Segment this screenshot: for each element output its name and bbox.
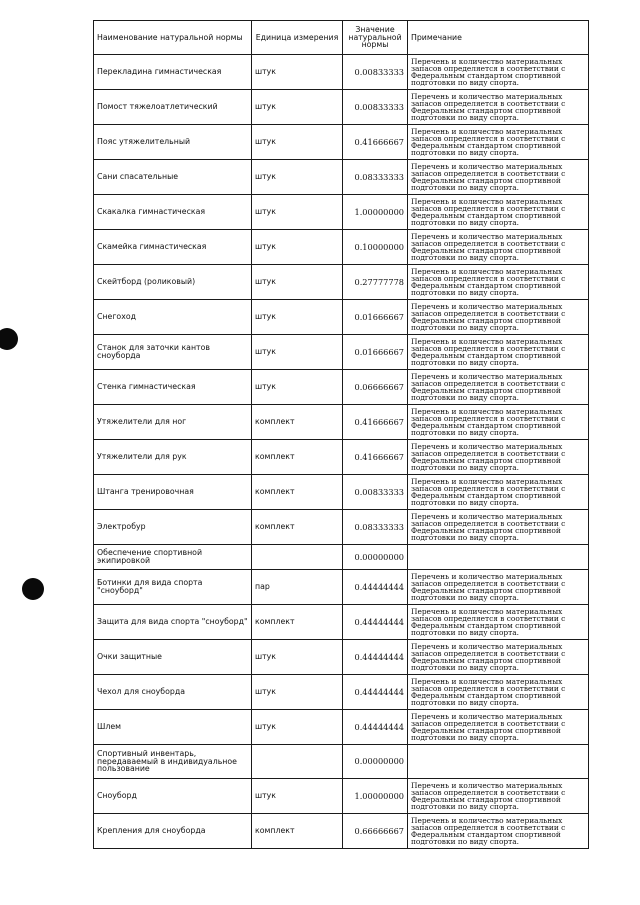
cell-unit: штук [252, 195, 343, 230]
cell-value: 0.00833333 [343, 55, 408, 90]
cell-name: Защита для вида спорта "сноуборд" [94, 605, 252, 640]
cell-name: Ботинки для вида спорта "сноуборд" [94, 570, 252, 605]
cell-name: Очки защитные [94, 640, 252, 675]
cell-name: Электробур [94, 510, 252, 545]
table-row [94, 125, 589, 160]
cell-value: 0.41666667 [343, 125, 408, 160]
cell-name: Шлем [94, 710, 252, 745]
header-unit: Единица измерения [252, 21, 343, 55]
cell-value: 0.06666667 [343, 370, 408, 405]
cell-value: 0.27777778 [343, 265, 408, 300]
cell-unit: штук [252, 675, 343, 710]
cell-note: Перечень и количество материальных запасов определяется в соответствии с Федеральным стандартом спортивной подготовки по виду спорта. [408, 814, 589, 849]
table-row [94, 230, 589, 265]
cell-name: Перекладина гимнастическая [94, 55, 252, 90]
cell-name: Стенка гимнастическая [94, 370, 252, 405]
table-row [94, 300, 589, 335]
table-row [94, 814, 589, 849]
cell-name: Чехол для сноуборда [94, 675, 252, 710]
table-row [94, 160, 589, 195]
cell-unit: комплект [252, 510, 343, 545]
header-value: Значение натуральной нормы [343, 21, 408, 55]
cell-value: 0.44444444 [343, 640, 408, 675]
cell-note: Перечень и количество материальных запасов определяется в соответствии с Федеральным стандартом спортивной подготовки по виду спорта. [408, 160, 589, 195]
table-row [94, 335, 589, 370]
cell-value: 0.66666667 [343, 814, 408, 849]
table-header [94, 21, 589, 55]
cell-value: 0.44444444 [343, 710, 408, 745]
table-group-row [94, 745, 589, 779]
table-row [94, 570, 589, 605]
table-row [94, 405, 589, 440]
cell-note: Перечень и количество материальных запасов определяется в соответствии с Федеральным стандартом спортивной подготовки по виду спорта. [408, 405, 589, 440]
cell-note: Перечень и количество материальных запасов определяется в соответствии с Федеральным стандартом спортивной подготовки по виду спорта. [408, 640, 589, 675]
cell-name: Снегоход [94, 300, 252, 335]
cell-note: Перечень и количество материальных запасов определяется в соответствии с Федеральным стандартом спортивной подготовки по виду спорта. [408, 570, 589, 605]
cell-value: 0.00000000 [343, 545, 408, 570]
cell-value: 0.41666667 [343, 440, 408, 475]
cell-value: 0.10000000 [343, 230, 408, 265]
cell-note: Перечень и количество материальных запасов определяется в соответствии с Федеральным стандартом спортивной подготовки по виду спорта. [408, 265, 589, 300]
table-row [94, 779, 589, 814]
cell-unit: комплект [252, 440, 343, 475]
cell-note: Перечень и количество материальных запасов определяется в соответствии с Федеральным стандартом спортивной подготовки по виду спорта. [408, 55, 589, 90]
cell-name: Скакалка гимнастическая [94, 195, 252, 230]
cell-unit: штук [252, 55, 343, 90]
cell-value: 1.00000000 [343, 195, 408, 230]
table-row [94, 195, 589, 230]
cell-value: 0.41666667 [343, 405, 408, 440]
cell-value: 0.00833333 [343, 90, 408, 125]
cell-unit: комплект [252, 475, 343, 510]
cell-unit: штук [252, 90, 343, 125]
cell-unit: пар [252, 570, 343, 605]
cell-note: Перечень и количество материальных запасов определяется в соответствии с Федеральным стандартом спортивной подготовки по виду спорта. [408, 335, 589, 370]
cell-name: Помост тяжелоатлетический [94, 90, 252, 125]
cell-name: Спортивный инвентарь, передаваемый в индивидуальное пользование [94, 745, 252, 779]
cell-note: Перечень и количество материальных запасов определяется в соответствии с Федеральным стандартом спортивной подготовки по виду спорта. [408, 370, 589, 405]
cell-name: Утяжелители для ног [94, 405, 252, 440]
cell-note: Перечень и количество материальных запасов определяется в соответствии с Федеральным стандартом спортивной подготовки по виду спорта. [408, 90, 589, 125]
cell-note: Перечень и количество материальных запасов определяется в соответствии с Федеральным стандартом спортивной подготовки по виду спорта. [408, 300, 589, 335]
cell-unit [252, 545, 343, 570]
cell-note [408, 745, 589, 779]
cell-value: 0.00000000 [343, 745, 408, 779]
cell-name: Сноуборд [94, 779, 252, 814]
table-row [94, 265, 589, 300]
cell-unit: штук [252, 125, 343, 160]
header-name: Наименование натуральной нормы [94, 21, 252, 55]
cell-unit: штук [252, 265, 343, 300]
cell-unit: штук [252, 230, 343, 265]
cell-note: Перечень и количество материальных запасов определяется в соответствии с Федеральным стандартом спортивной подготовки по виду спорта. [408, 230, 589, 265]
cell-unit: штук [252, 300, 343, 335]
table-row [94, 475, 589, 510]
cell-value: 0.00833333 [343, 475, 408, 510]
table-row [94, 440, 589, 475]
cell-name: Станок для заточки кантов сноуборда [94, 335, 252, 370]
cell-unit: штук [252, 640, 343, 675]
cell-name: Обеспечение спортивной экипировкой [94, 545, 252, 570]
table-row [94, 640, 589, 675]
cell-value: 0.08333333 [343, 510, 408, 545]
cell-value: 0.44444444 [343, 570, 408, 605]
cell-note: Перечень и количество материальных запасов определяется в соответствии с Федеральным стандартом спортивной подготовки по виду спорта. [408, 779, 589, 814]
cell-value: 1.00000000 [343, 779, 408, 814]
cell-unit: комплект [252, 605, 343, 640]
table-row [94, 675, 589, 710]
cell-note: Перечень и количество материальных запасов определяется в соответствии с Федеральным стандартом спортивной подготовки по виду спорта. [408, 440, 589, 475]
cell-name: Скейтборд (роликовый) [94, 265, 252, 300]
cell-note [408, 545, 589, 570]
table-row [94, 605, 589, 640]
cell-note: Перечень и количество материальных запасов определяется в соответствии с Федеральным стандартом спортивной подготовки по виду спорта. [408, 125, 589, 160]
table-row [94, 90, 589, 125]
header-note: Примечание [408, 21, 589, 55]
cell-unit: штук [252, 370, 343, 405]
cell-note: Перечень и количество материальных запасов определяется в соответствии с Федеральным стандартом спортивной подготовки по виду спорта. [408, 475, 589, 510]
cell-name: Штанга тренировочная [94, 475, 252, 510]
table-row [94, 710, 589, 745]
cell-unit: комплект [252, 814, 343, 849]
cell-name: Скамейка гимнастическая [94, 230, 252, 265]
cell-value: 0.01666667 [343, 300, 408, 335]
cell-unit: штук [252, 710, 343, 745]
cell-name: Пояс утяжелительный [94, 125, 252, 160]
cell-note: Перечень и количество материальных запасов определяется в соответствии с Федеральным стандартом спортивной подготовки по виду спорта. [408, 605, 589, 640]
cell-note: Перечень и количество материальных запасов определяется в соответствии с Федеральным стандартом спортивной подготовки по виду спорта. [408, 710, 589, 745]
table-body [94, 55, 589, 849]
cell-note: Перечень и количество материальных запасов определяется в соответствии с Федеральным стандартом спортивной подготовки по виду спорта. [408, 195, 589, 230]
cell-value: 0.08333333 [343, 160, 408, 195]
cell-unit: штук [252, 160, 343, 195]
cell-unit: комплект [252, 405, 343, 440]
cell-note: Перечень и количество материальных запасов определяется в соответствии с Федеральным стандартом спортивной подготовки по виду спорта. [408, 675, 589, 710]
cell-name: Крепления для сноуборда [94, 814, 252, 849]
table-group-row [94, 545, 589, 570]
cell-unit: штук [252, 779, 343, 814]
binder-hole-bottom [22, 578, 44, 600]
table-row [94, 55, 589, 90]
binder-hole-top [0, 328, 18, 350]
table-row [94, 370, 589, 405]
cell-note: Перечень и количество материальных запасов определяется в соответствии с Федеральным стандартом спортивной подготовки по виду спорта. [408, 510, 589, 545]
cell-value: 0.44444444 [343, 675, 408, 710]
cell-value: 0.44444444 [343, 605, 408, 640]
cell-unit: штук [252, 335, 343, 370]
cell-unit [252, 745, 343, 779]
table-row [94, 510, 589, 545]
cell-name: Утяжелители для рук [94, 440, 252, 475]
cell-value: 0.01666667 [343, 335, 408, 370]
cell-name: Сани спасательные [94, 160, 252, 195]
norms-table [93, 20, 589, 849]
